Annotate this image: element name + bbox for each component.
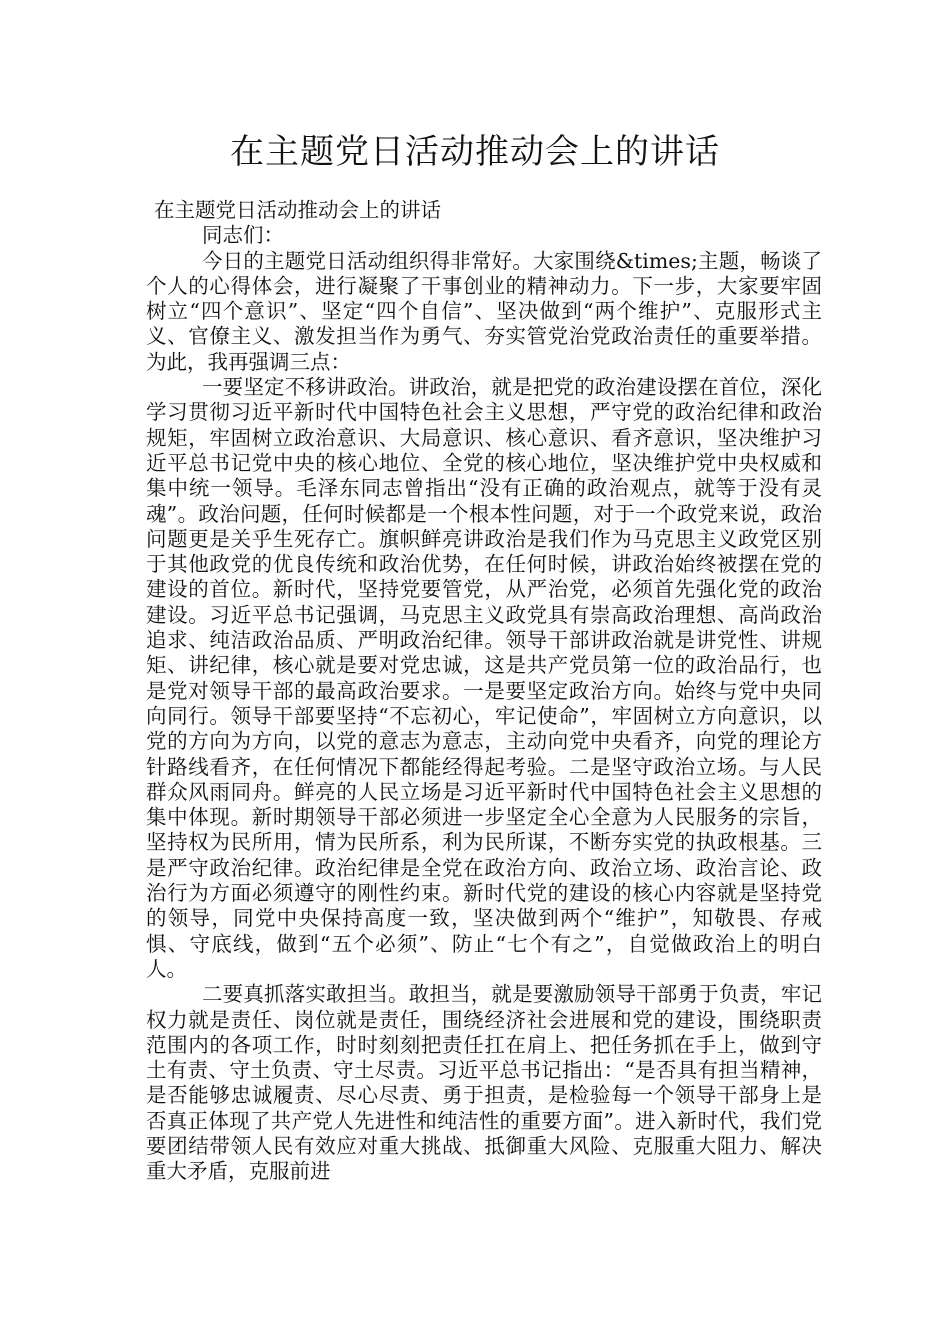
salutation: 同志们：	[202, 223, 284, 248]
paragraph-intro: 今日的主题党日活动组织得非常好。大家围绕&times;主题，畅谈了个人的心得体会，进行凝聚了干事创业的精神动力。下一步，大家要牢固树立“四个意识”、坚定“四个自信”、坚决做到“两个维护”、克服形式主义、官僚主义、激发担当作为勇气、夯实管党治党政治责任的重要举措。为此，我再强调三点：	[146, 248, 822, 374]
document-body	[146, 198, 822, 1185]
paragraph-point-two: 二要真抓落实敢担当。敢担当，就是要激励领导干部勇于负责，牢记权力就是责任、岗位就是责任，围绕经济社会进展和党的建设，围绕职责范围内的各项工作，时时刻刻把责任扛在肩上、把任务抓在手上，做到守土有责、守土负责、守土尽责。习近平总书记指出：“是否具有担当精神，是否能够忠诚履责、尽心尽责、勇于担责，是检验每一个领导干部身上是否真正体现了共产党人先进性和纯洁性的重要方面”。进入新时代，我们党要团结带领人民有效应对重大挑战、抵御重大风险、克服重大阻力、解决重大矛盾，克服前进	[146, 982, 822, 1184]
paragraph-point-one: 一要坚定不移讲政治。讲政治，就是把党的政治建设摆在首位，深化学习贯彻习近平新时代中国特色社会主义思想，严守党的政治纪律和政治规矩，牢固树立政治意识、大局意识、核心意识、看齐意识，坚决维护习近平总书记党中央的核心地位、全党的核心地位，坚决维护党中央权威和集中统一领导。毛泽东同志曾指出“没有正确的政治观点，就等于没有灵魂”。政治问题，任何时候都是一个根本性问题，对于一个政党来说，政治问题更是关乎生死存亡。旗帜鲜亮讲政治是我们作为马克思主义政党区别于其他政党的优良传统和政治优势，在任何时候，讲政治始终被摆在党的建设的首位。新时代，坚持党要管党，从严治党，必须首先强化党的政治建设。习近平总书记强调，马克思主义政党具有崇高政治理想、高尚政治追求、纯洁政治品质、严明政治纪律。领导干部讲政治就是讲党性、讲规矩、讲纪律，核心就是要对党忠诚，这是共产党员第一位的政治品行，也是党对领导干部的最高政治要求。一是要坚定政治方向。始终与党中央同向同行。领导干部要坚持“不忘初心，牢记使命”，牢固树立方向意识，以党的方向为方向，以党的意志为意志，主动向党中央看齐，向党的理论方针路线看齐，在任何情况下都能经得起考验。二是坚守政治立场。与人民群众风雨同舟。鲜亮的人民立场是习近平新时代中国特色社会主义思想的集中体现。新时期领导干部必须进一步坚定全心全意为人民服务的宗旨，坚持权为民所用，情为民所系，利为民所谋，不断夯实党的执政根基。三是严守政治纪律。政治纪律是全党在政治方向、政治立场、政治言论、政治行为方面必须遵守的刚性约束。新时代党的建设的核心内容就是坚持党的领导，同党中央保持高度一致，坚决做到两个“维护”，知敬畏、存戒惧、守底线，做到“五个必须”、防止“七个有之”，自觉做政治上的明白人。	[146, 375, 822, 981]
document-title: 在主题党日活动推动会上的讲话	[230, 132, 720, 172]
document-subtitle: 在主题党日活动推动会上的讲话	[154, 198, 441, 222]
